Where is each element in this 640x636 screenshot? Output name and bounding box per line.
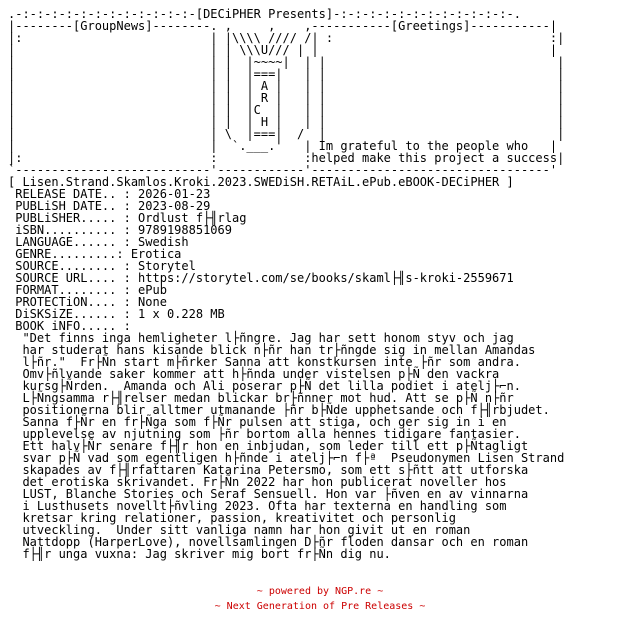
nfo-line: Ett halv├Ñr senare f├╢r hon en inbjudan, som leder till ett p├Ñtagligt <box>8 439 529 453</box>
nfo-text-block <box>8 8 564 560</box>
footer-powered-by: ~ powered by NGP.re ~ <box>256 586 384 597</box>
nfo-line: det erotiska skrivandet. Fr├Ñn 2022 har hon publicerat noveller hos <box>8 475 507 489</box>
nfo-line: PROTECTiON.... : None <box>8 295 167 309</box>
nfo-line: | | | | H | | | | <box>8 115 565 129</box>
nfo-line: kursg├Ñrden. Amanda och Ali poserar p├Ñ det lilla podiet i atelj├⌐n. <box>8 379 521 393</box>
nfo-line: f├╢r unga vuxna: Jag skriver mig bort fr├Ñn dig nu. <box>8 547 391 561</box>
nfo-line: L├Ñngsamma r├╢relser medan blickar br├ñnner mot hud. Att se p├Ñ n├ñr <box>8 391 514 405</box>
nfo-line: har studerat hans kisande blick n├ñr han tr├ñngde sig in mellan Amandas <box>8 343 536 357</box>
nfo-line: skapades av f├╢rfattaren Katarina Petersmo, som ett s├ñtt att utforska <box>8 463 529 477</box>
nfo-line: i Lusthusets novellt├ñvling 2023. Ofta har texterna en handling som <box>8 499 507 513</box>
nfo-line: `---------------------------'------------'---------------------------------' <box>8 163 558 177</box>
nfo-line: | | | | R | | | | <box>8 91 565 105</box>
nfo-line: FORMAT........ : ePub <box>8 283 167 297</box>
nfo-line: PUBLiSH DATE.. : 2023-08-29 <box>8 199 211 213</box>
nfo-line: Nattdopp (HarperLove), novellsamlingen D├ñr floden dansar och en roman <box>8 535 529 549</box>
nfo-line: upplevelse av njutning som ├ñr bortom alla hennes tidigare fantasier. <box>8 427 521 441</box>
nfo-line: | | | |===| | | | <box>8 67 565 81</box>
nfo-line: |--------[GroupNews]--------. , , ,-----------[Greetings]-----------| <box>8 19 558 33</box>
footer <box>0 584 640 614</box>
nfo-line: utveckling. Under sitt vanliga namn har hon givit ut en roman <box>8 523 471 537</box>
nfo-line: DiSKSiZE...... : 1 x 0.228 MB <box>8 307 225 321</box>
nfo-line: |: | |\\\\ //// /| : :| <box>8 31 565 45</box>
nfo-line: LANGUAGE...... : Swedish <box>8 235 189 249</box>
nfo-line: PUBLiSHER..... : Ordlust f├╢rlag <box>8 211 247 225</box>
nfo-line: Sanna f├Ñr en fr├Ñga som f├Ñr pulsen att stiga, och ger sig in i en <box>8 415 507 429</box>
nfo-line: .-:-:-:-:-:-:-:-:-:-:-:-:-[DECiPHER Presents]-:-:-:-:-:-:-:-:-:-:-:-:-. <box>8 7 521 21</box>
nfo-line: iSBN.......... : 9789198851069 <box>8 223 232 237</box>
nfo-line: SOURCE URL.... : https://storytel.com/se/books/skaml├╢s-kroki-2559671 <box>8 271 514 285</box>
nfo-line: |: : :helped make this project a success| <box>8 151 565 165</box>
nfo-line: | | `.___.' | Im grateful to the people who | <box>8 139 558 153</box>
nfo-line: "Det finns inga hemligheter l├ñngre. Jag har sett honom styv och jag <box>8 331 514 345</box>
nfo-line: kretsar kring relationer, passion, kreativitet och personlig <box>8 511 456 525</box>
nfo-line: | | | \\\U/// | | | <box>8 43 558 57</box>
nfo-line: Omv├ñlvande saker kommer att h├ñnda under vistelsen p├Ñ den vackra <box>8 367 500 381</box>
nfo-line: | | | | A | | | | <box>8 79 565 93</box>
nfo-line: RELEASE DATE.. : 2026-01-23 <box>8 187 211 201</box>
nfo-line: SOURCE........ : Storytel <box>8 259 196 273</box>
nfo-line: LUST, Blanche Stories och Seraf Sensuell. Hon var ├ñven en av vinnarna <box>8 487 529 501</box>
nfo-line: [ Lisen.Strand.Skamlos.Kroki.2023.SWEDiSH.RETAiL.ePub.eBOOK-DECiPHER ] <box>8 175 514 189</box>
nfo-line: l├ñr." Fr├Ñn start m├ñrker Sanna att konstkursen inte ├ñr som andra. <box>8 355 521 369</box>
nfo-line: | | | |C | | | | <box>8 103 565 117</box>
nfo-line: | | \ |===| / | | <box>8 127 565 141</box>
nfo-line: svar p├Ñ vad som egentligen h├ñnde i atelj├⌐n f├ª Pseudonymen Lisen Strand <box>8 451 565 465</box>
nfo-line: GENRE.........: Erotica <box>8 247 182 261</box>
nfo-line: BOOK iNFO..... : <box>8 319 131 333</box>
nfo-line: positionerna blir alltmer utmanande ├ñr b├Ñde upphetsande och f├╢rbjudet. <box>8 403 550 417</box>
footer-tagline: ~ Next Generation of Pre Releases ~ <box>214 601 426 612</box>
nfo-line: | | | |~~~~| | | | <box>8 55 565 69</box>
